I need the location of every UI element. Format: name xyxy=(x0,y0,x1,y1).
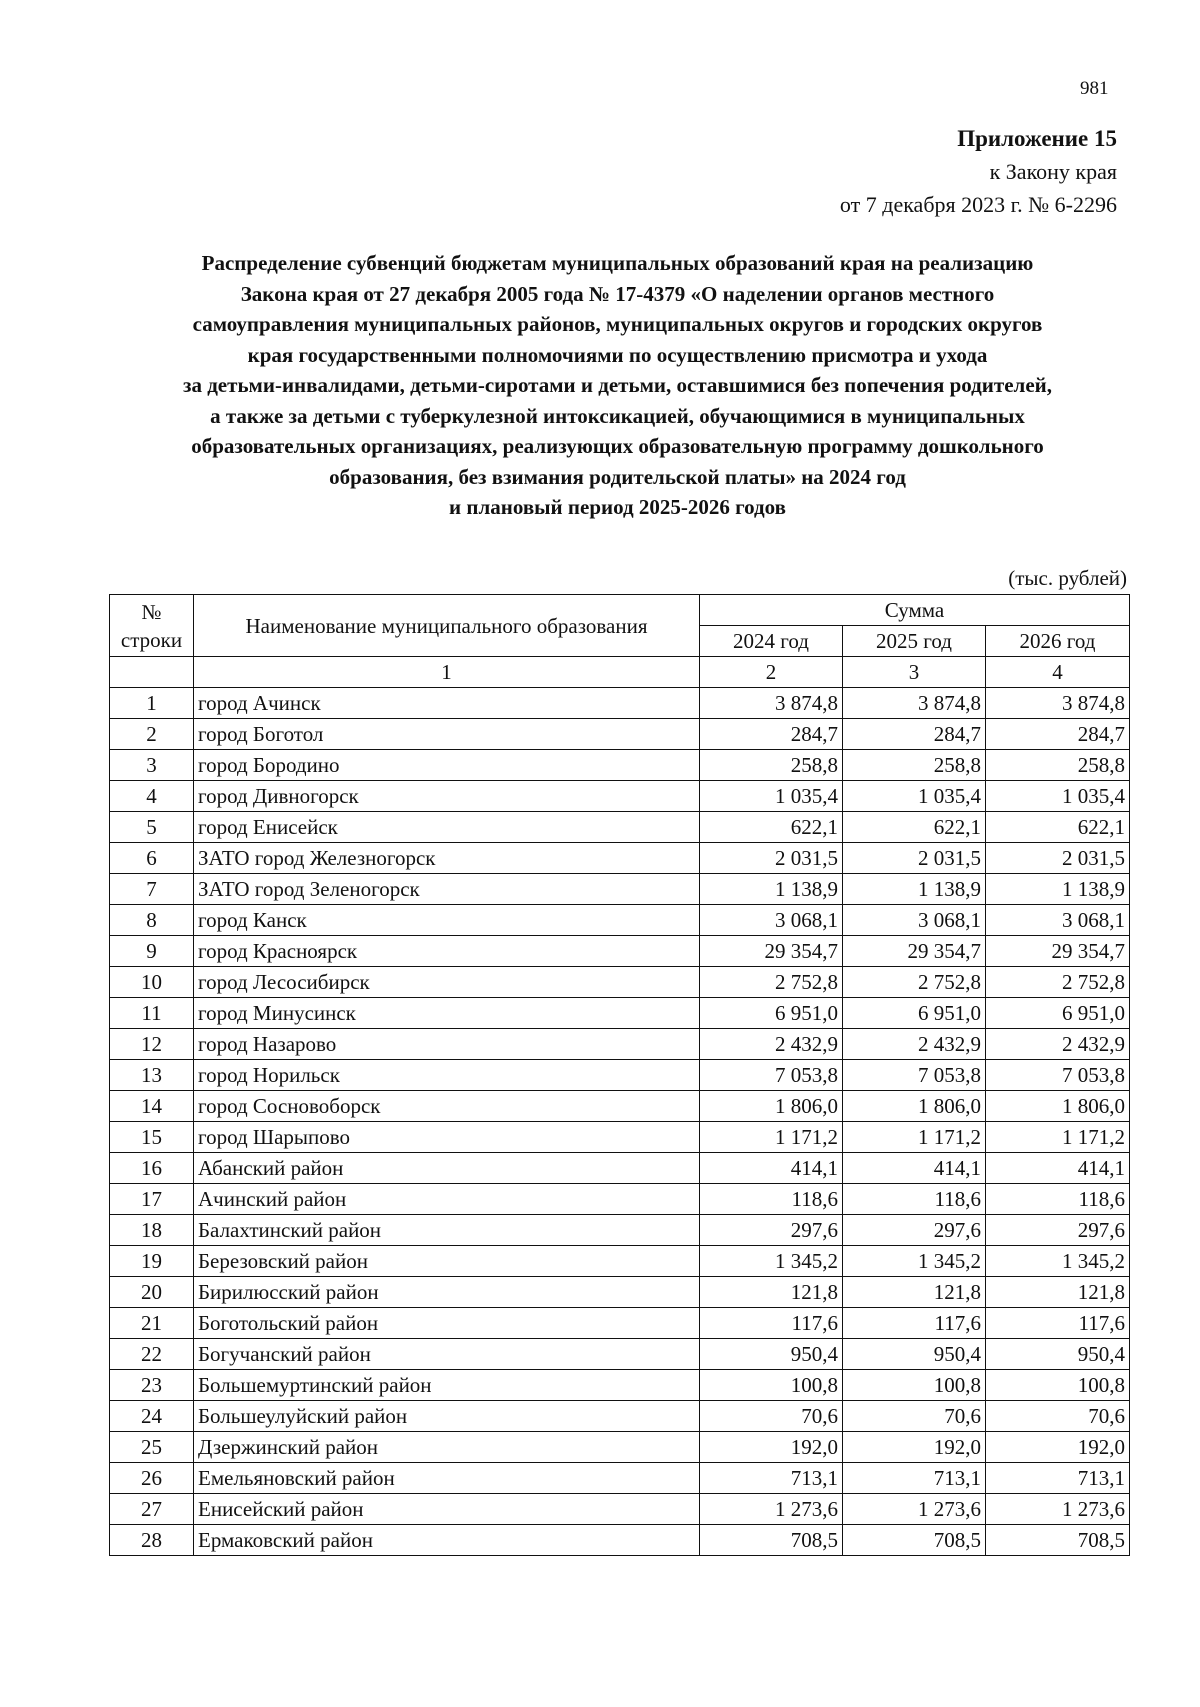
title-line: и плановый период 2025-2026 годов xyxy=(449,495,786,519)
municipality-name-cell: Березовский район xyxy=(194,1246,700,1277)
amount-2025-cell: 6 951,0 xyxy=(843,998,986,1029)
amount-2025-cell: 1 035,4 xyxy=(843,781,986,812)
amount-2026-cell: 1 806,0 xyxy=(986,1091,1130,1122)
table-row xyxy=(110,1215,1130,1246)
amount-2025-cell: 118,6 xyxy=(843,1184,986,1215)
amount-2026-cell: 284,7 xyxy=(986,719,1130,750)
amount-2024-cell: 100,8 xyxy=(700,1370,843,1401)
table-row xyxy=(110,1153,1130,1184)
amount-2026-cell: 70,6 xyxy=(986,1401,1130,1432)
row-number-cell: 20 xyxy=(110,1277,194,1308)
municipality-name-cell: ЗАТО город Железногорск xyxy=(194,843,700,874)
units-label: (тыс. рублей) xyxy=(1008,566,1127,590)
row-number-cell: 1 xyxy=(110,688,194,719)
municipality-name-cell: Боготольский район xyxy=(194,1308,700,1339)
table-body xyxy=(110,688,1130,1556)
municipality-name-cell: Ачинский район xyxy=(194,1184,700,1215)
amount-2024-cell: 2 432,9 xyxy=(700,1029,843,1060)
amount-2026-cell: 6 951,0 xyxy=(986,998,1130,1029)
municipality-name-cell: Большеулуйский район xyxy=(194,1401,700,1432)
amount-2025-cell: 121,8 xyxy=(843,1277,986,1308)
table-row xyxy=(110,750,1130,781)
header-sum: Сумма xyxy=(700,595,1130,626)
amount-2024-cell: 3 874,8 xyxy=(700,688,843,719)
municipality-name-cell: город Енисейск xyxy=(194,812,700,843)
amount-2025-cell: 622,1 xyxy=(843,812,986,843)
table-row xyxy=(110,874,1130,905)
amount-2026-cell: 3 068,1 xyxy=(986,905,1130,936)
row-number-cell: 15 xyxy=(110,1122,194,1153)
amount-2024-cell: 2 031,5 xyxy=(700,843,843,874)
amount-2025-cell: 708,5 xyxy=(843,1525,986,1556)
table-row xyxy=(110,1184,1130,1215)
amount-2025-cell: 2 031,5 xyxy=(843,843,986,874)
table-row xyxy=(110,1525,1130,1556)
municipality-name-cell: Бирилюсский район xyxy=(194,1277,700,1308)
amount-2025-cell: 70,6 xyxy=(843,1401,986,1432)
amount-2024-cell: 192,0 xyxy=(700,1432,843,1463)
appendix-reference xyxy=(840,122,1117,221)
municipality-name-cell: Ермаковский район xyxy=(194,1525,700,1556)
table-row xyxy=(110,812,1130,843)
header-year-2024: 2024 год xyxy=(700,626,843,657)
row-number-cell: 13 xyxy=(110,1060,194,1091)
amount-2025-cell: 284,7 xyxy=(843,719,986,750)
amount-2026-cell: 708,5 xyxy=(986,1525,1130,1556)
municipality-name-cell: город Ачинск xyxy=(194,688,700,719)
table-row xyxy=(110,998,1130,1029)
title-line: образования, без взимания родительской платы» на 2024 год xyxy=(329,464,906,489)
table-row xyxy=(110,1432,1130,1463)
amount-2024-cell: 3 068,1 xyxy=(700,905,843,936)
amount-2025-cell: 1 138,9 xyxy=(843,874,986,905)
municipality-name-cell: город Канск xyxy=(194,905,700,936)
amount-2024-cell: 284,7 xyxy=(700,719,843,750)
amount-2025-cell: 713,1 xyxy=(843,1463,986,1494)
amount-2026-cell: 118,6 xyxy=(986,1184,1130,1215)
row-number-cell: 18 xyxy=(110,1215,194,1246)
row-number-cell: 17 xyxy=(110,1184,194,1215)
title-line: а также за детьми с туберкулезной интоксикацией, обучающимися в муниципальных xyxy=(210,403,1025,428)
amount-2025-cell: 7 053,8 xyxy=(843,1060,986,1091)
amount-2024-cell: 950,4 xyxy=(700,1339,843,1370)
municipality-name-cell: город Лесосибирск xyxy=(194,967,700,998)
column-index-row xyxy=(110,657,1130,688)
amount-2025-cell: 1 806,0 xyxy=(843,1091,986,1122)
municipality-name-cell: город Дивногорск xyxy=(194,781,700,812)
table-row xyxy=(110,967,1130,998)
header-row-number-symbol: № xyxy=(141,599,162,624)
municipality-name-cell: Богучанский район xyxy=(194,1339,700,1370)
table-row xyxy=(110,1401,1130,1432)
page-number: 981 xyxy=(1080,78,1109,99)
title-line: за детьми-инвалидами, детьми-сиротами и детьми, оставшимися без попечения родителей, xyxy=(183,373,1052,397)
row-number-cell: 23 xyxy=(110,1370,194,1401)
amount-2025-cell: 117,6 xyxy=(843,1308,986,1339)
table-row xyxy=(110,1091,1130,1122)
amount-2026-cell: 1 273,6 xyxy=(986,1494,1130,1525)
amount-2024-cell: 414,1 xyxy=(700,1153,843,1184)
row-number-cell: 28 xyxy=(110,1525,194,1556)
amount-2025-cell: 2 752,8 xyxy=(843,967,986,998)
amount-2026-cell: 258,8 xyxy=(986,750,1130,781)
column-index-cell: 1 xyxy=(194,657,700,688)
amount-2025-cell: 192,0 xyxy=(843,1432,986,1463)
row-number-cell: 27 xyxy=(110,1494,194,1525)
column-index-cell: 4 xyxy=(986,657,1130,688)
title-line: самоуправления муниципальных районов, муниципальных округов и городских округов xyxy=(192,312,1043,336)
municipality-name-cell: Большемуртинский район xyxy=(194,1370,700,1401)
municipality-name-cell: город Красноярск xyxy=(194,936,700,967)
municipality-name-cell: Енисейский район xyxy=(194,1494,700,1525)
table-row xyxy=(110,1370,1130,1401)
table-row xyxy=(110,1463,1130,1494)
row-number-cell: 11 xyxy=(110,998,194,1029)
header-row-number-word: строки xyxy=(120,627,183,652)
amount-2024-cell: 1 171,2 xyxy=(700,1122,843,1153)
amount-2026-cell: 192,0 xyxy=(986,1432,1130,1463)
title-line: края государственными полномочиями по осуществлению присмотра и ухода xyxy=(247,342,988,367)
amount-2026-cell: 29 354,7 xyxy=(986,936,1130,967)
table-row xyxy=(110,905,1130,936)
title-line: образовательных организациях, реализующих образовательную программу дошкольного xyxy=(191,434,1044,458)
column-index-cell: 2 xyxy=(700,657,843,688)
amount-2024-cell: 1 273,6 xyxy=(700,1494,843,1525)
row-number-cell: 22 xyxy=(110,1339,194,1370)
amount-2025-cell: 1 171,2 xyxy=(843,1122,986,1153)
amount-2025-cell: 297,6 xyxy=(843,1215,986,1246)
amount-2025-cell: 950,4 xyxy=(843,1339,986,1370)
amount-2024-cell: 70,6 xyxy=(700,1401,843,1432)
amount-2025-cell: 2 432,9 xyxy=(843,1029,986,1060)
appendix-law-line: к Закону края xyxy=(989,159,1117,184)
table-row xyxy=(110,1494,1130,1525)
title-line: Распределение субвенций бюджетам муниципальных образований края на реализацию xyxy=(201,251,1034,275)
municipality-name-cell: ЗАТО город Зеленогорск xyxy=(194,874,700,905)
amount-2025-cell: 3 874,8 xyxy=(843,688,986,719)
amount-2024-cell: 2 752,8 xyxy=(700,967,843,998)
row-number-cell: 7 xyxy=(110,874,194,905)
header-year-2026: 2026 год xyxy=(986,626,1130,657)
row-number-cell: 26 xyxy=(110,1463,194,1494)
municipality-name-cell: Емельяновский район xyxy=(194,1463,700,1494)
table-row xyxy=(110,1060,1130,1091)
municipality-name-cell: Абанский район xyxy=(194,1153,700,1184)
table-row xyxy=(110,1246,1130,1277)
row-number-cell: 2 xyxy=(110,719,194,750)
row-number-cell: 6 xyxy=(110,843,194,874)
table-row xyxy=(110,1277,1130,1308)
amount-2025-cell: 1 345,2 xyxy=(843,1246,986,1277)
amount-2024-cell: 121,8 xyxy=(700,1277,843,1308)
amount-2026-cell: 3 874,8 xyxy=(986,688,1130,719)
table-row xyxy=(110,1339,1130,1370)
amount-2025-cell: 414,1 xyxy=(843,1153,986,1184)
table-row xyxy=(110,1122,1130,1153)
header-municipality-name: Наименование муниципального образования xyxy=(194,595,700,657)
municipality-name-cell: город Боготол xyxy=(194,719,700,750)
municipality-name-cell: город Бородино xyxy=(194,750,700,781)
amount-2025-cell: 258,8 xyxy=(843,750,986,781)
municipality-name-cell: Дзержинский район xyxy=(194,1432,700,1463)
table-row xyxy=(110,1308,1130,1339)
amount-2026-cell: 1 138,9 xyxy=(986,874,1130,905)
amount-2026-cell: 1 171,2 xyxy=(986,1122,1130,1153)
municipality-name-cell: город Шарыпово xyxy=(194,1122,700,1153)
amount-2024-cell: 6 951,0 xyxy=(700,998,843,1029)
amount-2026-cell: 121,8 xyxy=(986,1277,1130,1308)
municipality-name-cell: город Назарово xyxy=(194,1029,700,1060)
amount-2025-cell: 29 354,7 xyxy=(843,936,986,967)
municipality-name-cell: город Сосновоборск xyxy=(194,1091,700,1122)
row-number-cell: 19 xyxy=(110,1246,194,1277)
row-number-cell: 10 xyxy=(110,967,194,998)
table-row xyxy=(110,936,1130,967)
amount-2026-cell: 2 031,5 xyxy=(986,843,1130,874)
row-number-cell: 4 xyxy=(110,781,194,812)
amount-2026-cell: 2 432,9 xyxy=(986,1029,1130,1060)
amount-2026-cell: 622,1 xyxy=(986,812,1130,843)
row-number-cell: 3 xyxy=(110,750,194,781)
amount-2026-cell: 950,4 xyxy=(986,1339,1130,1370)
municipality-name-cell: Балахтинский район xyxy=(194,1215,700,1246)
amount-2024-cell: 1 345,2 xyxy=(700,1246,843,1277)
row-number-cell: 14 xyxy=(110,1091,194,1122)
row-number-cell: 5 xyxy=(110,812,194,843)
table-row xyxy=(110,1029,1130,1060)
row-number-cell: 16 xyxy=(110,1153,194,1184)
amount-2026-cell: 414,1 xyxy=(986,1153,1130,1184)
amount-2024-cell: 297,6 xyxy=(700,1215,843,1246)
amount-2024-cell: 1 138,9 xyxy=(700,874,843,905)
subvention-table xyxy=(109,594,1130,1556)
amount-2025-cell: 3 068,1 xyxy=(843,905,986,936)
row-number-cell: 21 xyxy=(110,1308,194,1339)
table-row xyxy=(110,719,1130,750)
row-number-cell: 8 xyxy=(110,905,194,936)
amount-2024-cell: 713,1 xyxy=(700,1463,843,1494)
amount-2026-cell: 297,6 xyxy=(986,1215,1130,1246)
amount-2026-cell: 1 345,2 xyxy=(986,1246,1130,1277)
municipality-name-cell: город Норильск xyxy=(194,1060,700,1091)
amount-2026-cell: 2 752,8 xyxy=(986,967,1130,998)
table-row xyxy=(110,843,1130,874)
amount-2024-cell: 258,8 xyxy=(700,750,843,781)
amount-2024-cell: 708,5 xyxy=(700,1525,843,1556)
title-line: Закона края от 27 декабря 2005 года № 17-4379 «О наделении органов местного xyxy=(240,281,995,306)
row-number-cell: 24 xyxy=(110,1401,194,1432)
amount-2024-cell: 118,6 xyxy=(700,1184,843,1215)
amount-2024-cell: 1 806,0 xyxy=(700,1091,843,1122)
amount-2026-cell: 117,6 xyxy=(986,1308,1130,1339)
header-row-number xyxy=(110,595,194,657)
amount-2024-cell: 29 354,7 xyxy=(700,936,843,967)
amount-2024-cell: 622,1 xyxy=(700,812,843,843)
table-row xyxy=(110,688,1130,719)
document-title xyxy=(80,248,1155,523)
amount-2025-cell: 100,8 xyxy=(843,1370,986,1401)
amount-2025-cell: 1 273,6 xyxy=(843,1494,986,1525)
column-index-cell xyxy=(110,657,194,688)
amount-2024-cell: 117,6 xyxy=(700,1308,843,1339)
amount-2026-cell: 7 053,8 xyxy=(986,1060,1130,1091)
amount-2026-cell: 1 035,4 xyxy=(986,781,1130,812)
column-index-cell: 3 xyxy=(843,657,986,688)
municipality-name-cell: город Минусинск xyxy=(194,998,700,1029)
row-number-cell: 25 xyxy=(110,1432,194,1463)
amount-2024-cell: 7 053,8 xyxy=(700,1060,843,1091)
row-number-cell: 9 xyxy=(110,936,194,967)
header-year-2025: 2025 год xyxy=(843,626,986,657)
amount-2026-cell: 713,1 xyxy=(986,1463,1130,1494)
row-number-cell: 12 xyxy=(110,1029,194,1060)
appendix-title: Приложение 15 xyxy=(957,126,1117,151)
amount-2026-cell: 100,8 xyxy=(986,1370,1130,1401)
appendix-date-line: от 7 декабря 2023 г. № 6-2296 xyxy=(839,192,1117,217)
table-row xyxy=(110,781,1130,812)
amount-2024-cell: 1 035,4 xyxy=(700,781,843,812)
